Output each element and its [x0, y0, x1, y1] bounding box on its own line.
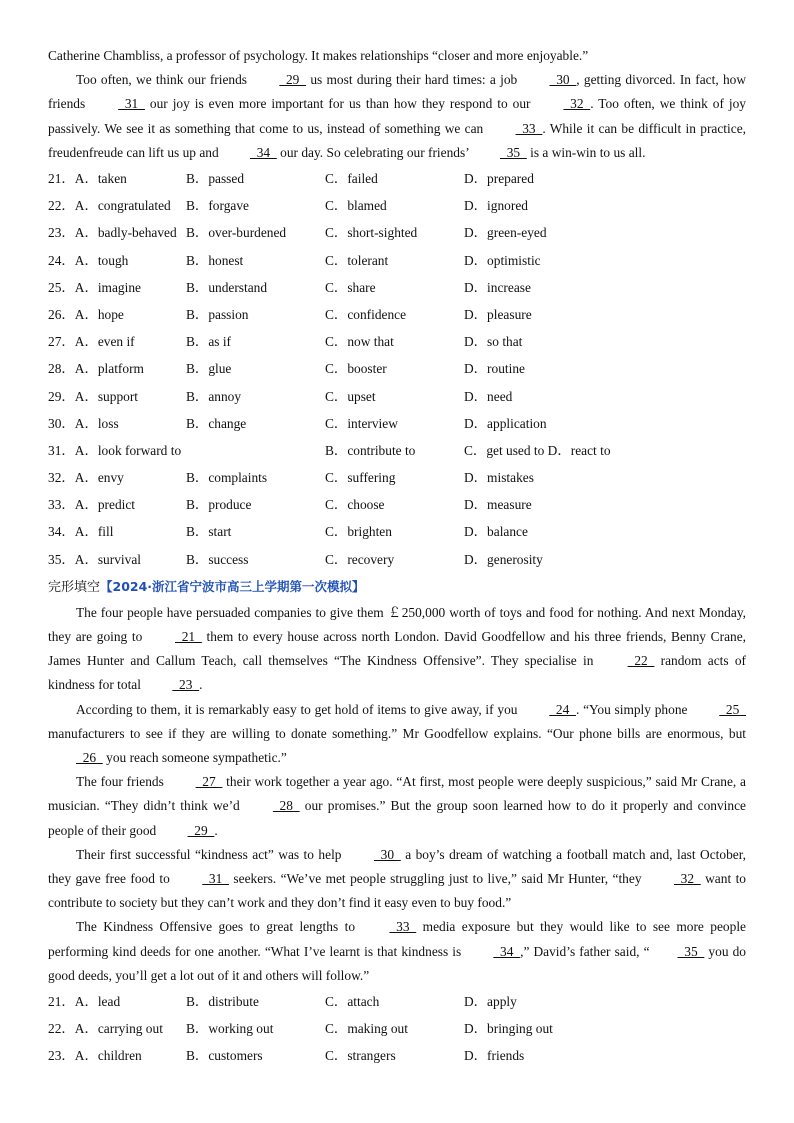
option-a: 32．A．envy	[48, 470, 124, 486]
blank-26: 26	[76, 750, 103, 766]
blank-33: 33	[389, 919, 417, 935]
option-c: C．interview	[325, 415, 398, 431]
option-a: 23．A．children	[48, 1048, 142, 1064]
text-run: a boy’s dream of watching a football match and, last October, they gave free food to	[48, 846, 746, 887]
passage2-paragraph	[48, 698, 746, 771]
option-b: B．working out	[186, 1021, 274, 1037]
option-c: C．making out	[325, 1021, 408, 1037]
question-row	[48, 247, 746, 274]
option-c: C．strangers	[325, 1048, 396, 1064]
option-d: D．green-eyed	[464, 225, 547, 241]
blank-32: 32	[563, 96, 591, 112]
option-d: D．increase	[464, 279, 531, 295]
text-run: seekers. “We’ve met people struggling just to live,” said Mr Hunter, “they	[229, 871, 646, 887]
option-c: C．upset	[325, 388, 376, 404]
option-b: B．change	[186, 415, 247, 431]
text-run: .	[214, 822, 218, 838]
section-heading	[48, 574, 746, 601]
text-run: you do good deeds, you’ll get a lot out of it and others will follow.”	[48, 943, 747, 983]
question-row	[48, 988, 746, 1015]
option-d: D．optimistic	[464, 252, 541, 268]
question-row	[48, 328, 746, 355]
option-a: 33．A．predict	[48, 497, 136, 513]
option-c: C．now that	[325, 334, 394, 350]
question-row	[48, 165, 746, 192]
question-row	[48, 1042, 746, 1069]
text-run: us most during their hard times: a job	[306, 72, 522, 88]
option-b: B．glue	[186, 361, 232, 377]
option-b: B．forgave	[186, 198, 249, 214]
text-run: .	[199, 677, 203, 693]
option-a: 28．A．platform	[48, 361, 144, 377]
option-b: B．customers	[186, 1048, 263, 1064]
text-run: you reach someone sympathetic.”	[102, 750, 287, 766]
option-d: D．ignored	[464, 198, 528, 214]
text-run: random acts of kindness for total	[48, 653, 746, 693]
option-b: B．success	[186, 551, 249, 567]
passage2-paragraph	[48, 601, 746, 698]
question-row	[48, 383, 746, 410]
option-a: 21．A．taken	[48, 171, 127, 187]
option-a: 35．A．survival	[48, 551, 141, 567]
options-list-2	[48, 988, 746, 1070]
option-a: 24．A．tough	[48, 252, 129, 268]
blank-28: 28	[272, 798, 300, 814]
text-run: ,” David’s father said, “	[520, 943, 650, 959]
option-b: B．understand	[186, 279, 268, 295]
text-run: them to every house across north London. David Goodfellow and his three friends, Benny Crane, James Hunter and Callum Teach, call themselves “The Kindness Offensive”. They specialise in	[48, 629, 746, 669]
option-d: D．routine	[464, 361, 525, 377]
text-run: our joy is even more important for us than how they respond to our	[144, 96, 536, 112]
question-row	[48, 464, 746, 491]
option-d: D．apply	[464, 994, 517, 1010]
blank-29: 29	[279, 72, 307, 88]
question-row	[48, 219, 746, 246]
passage2-paragraph	[48, 915, 746, 988]
option-b: B．as if	[186, 334, 232, 350]
option-d: D．generosity	[464, 551, 543, 567]
blank-31: 31	[118, 96, 145, 112]
text-run: The Kindness Offensive goes to great lengths to	[76, 919, 362, 935]
text-run: The four people have persuaded companies to give them ￡250,000 worth of toys and food for nothing. And next Monday, they are going to	[48, 604, 746, 645]
text-run: is a win-win to us all.	[526, 144, 646, 160]
blank-32: 32	[673, 871, 701, 887]
option-c: C．choose	[325, 497, 385, 513]
document-page	[48, 44, 746, 1070]
question-row	[48, 192, 746, 219]
option-c: C．recovery	[325, 551, 395, 567]
text-run: our day. So celebrating our friends’	[276, 144, 473, 160]
passage1-intro: Catherine Chambliss, a professor of psychology. It makes relationships “closer and more enjoyable.”	[48, 48, 589, 63]
option-a: 23．A．badly-behaved	[48, 225, 177, 241]
option-d: D．so that	[464, 334, 523, 350]
option-a: 25．A．imagine	[48, 279, 141, 295]
blank-31: 31	[202, 871, 229, 887]
option-a: 22．A．carrying out	[48, 1021, 163, 1037]
text-run: Their first successful “kindness act” was to help	[76, 846, 346, 862]
option-b: B．start	[186, 524, 232, 540]
option-a: 30．A．loss	[48, 415, 119, 431]
option-d: D．application	[464, 415, 547, 431]
option-d: D．pleasure	[464, 306, 532, 322]
blank-27: 27	[195, 774, 223, 790]
text-run: manufacturers to see if they are willing to donate something.” Mr Goodfellow explains. “Our phone bills are enormous, but	[48, 725, 746, 741]
option-c: C．share	[325, 279, 376, 295]
text-run: . “You simply phone	[576, 701, 692, 717]
option-c: C．suffering	[325, 470, 396, 486]
option-d: D．measure	[464, 497, 532, 513]
passage1-paragraph	[48, 68, 746, 165]
blank-24: 24	[549, 701, 576, 717]
blank-30: 30	[549, 72, 577, 88]
option-d: D．balance	[464, 524, 528, 540]
option-d: C．get used to D．react to	[464, 442, 611, 458]
option-c: C．tolerant	[325, 252, 389, 268]
blank-29: 29	[187, 822, 215, 838]
option-b: B．passion	[186, 306, 249, 322]
option-d: D．bringing out	[464, 1021, 553, 1037]
passage2-paragraph	[48, 843, 746, 916]
blank-35: 35	[677, 943, 705, 959]
option-d: D．prepared	[464, 171, 534, 187]
option-c: C．booster	[325, 361, 387, 377]
question-row	[48, 410, 746, 437]
blank-34: 34	[250, 144, 277, 160]
blank-23: 23	[172, 677, 200, 693]
option-a: 27．A．even if	[48, 334, 135, 350]
question-row	[48, 274, 746, 301]
option-b: B．produce	[186, 497, 252, 513]
option-d: D．friends	[464, 1048, 525, 1064]
blank-34: 34	[493, 943, 521, 959]
text-run: , getting divorced. In fact, how friends	[48, 72, 746, 112]
question-row	[48, 546, 746, 573]
options-list-1	[48, 165, 746, 573]
option-b: B．distribute	[186, 994, 259, 1010]
option-d: D．need	[464, 388, 513, 404]
question-row	[48, 355, 746, 382]
question-row	[48, 301, 746, 328]
passage2-paragraph	[48, 770, 746, 843]
text-run: . Too often, we think of joy passively. We see it as something that come to us, instead of something we can	[48, 96, 746, 136]
option-c: B．contribute to	[325, 442, 416, 458]
option-a: 22．A．congratulated	[48, 198, 171, 214]
option-c: C．short-sighted	[325, 225, 418, 241]
option-b: B．passed	[186, 171, 245, 187]
section-label: 完形填空	[48, 579, 101, 595]
question-row	[48, 1015, 746, 1042]
blank-21: 21	[175, 629, 202, 645]
option-a: 26．A．hope	[48, 306, 124, 322]
blank-33: 33	[515, 120, 543, 136]
text-run: media exposure but they would like to see more people performing kind deeds for one another. “What I’ve learnt is that kindness is	[48, 919, 746, 959]
section-source: 【2024·浙江省宁波市高三上学期第一次模拟】	[100, 578, 365, 594]
question-row	[48, 491, 746, 518]
option-d: D．mistakes	[464, 470, 534, 486]
text-run: want to contribute to society but they can’t work and they don’t find it easy even to buy food.”	[48, 871, 747, 911]
option-c: C．attach	[325, 994, 380, 1010]
text-run: The four friends	[76, 774, 168, 790]
blank-25: 25	[719, 701, 746, 717]
option-c: C．confidence	[325, 306, 407, 322]
option-b: B．honest	[186, 252, 244, 268]
option-c: C．blamed	[325, 198, 387, 214]
option-a: 21．A．lead	[48, 994, 121, 1010]
blank-30: 30	[373, 846, 401, 862]
option-a: 29．A．support	[48, 388, 139, 404]
option-b: B．complaints	[186, 470, 268, 486]
text-run: Too often, we think our friends	[76, 72, 252, 88]
option-b: B．over-burdened	[186, 225, 287, 241]
blank-35: 35	[500, 144, 527, 160]
option-b: B．annoy	[186, 388, 242, 404]
blank-22: 22	[627, 653, 655, 669]
text-run: our promises.” But the group soon learned how to do it properly and convince people of their good	[48, 798, 746, 838]
option-c: C．brighten	[325, 524, 392, 540]
option-a: 31．A．look forward to	[48, 442, 182, 458]
question-row	[48, 518, 746, 545]
text-run: their work together a year ago. “At first, most people were deeply suspicious,” said Mr Crane, a musician. “They didn’t think we’d	[48, 774, 746, 814]
option-c: C．failed	[325, 171, 378, 187]
text-run: According to them, it is remarkably easy to get hold of items to give away, if you	[76, 701, 522, 717]
passage2	[48, 601, 746, 988]
option-a: 34．A．fill	[48, 524, 114, 540]
text-run: . While it can be difficult in practice, freudenfreude can lift us up and	[48, 120, 746, 160]
question-row	[48, 437, 746, 464]
